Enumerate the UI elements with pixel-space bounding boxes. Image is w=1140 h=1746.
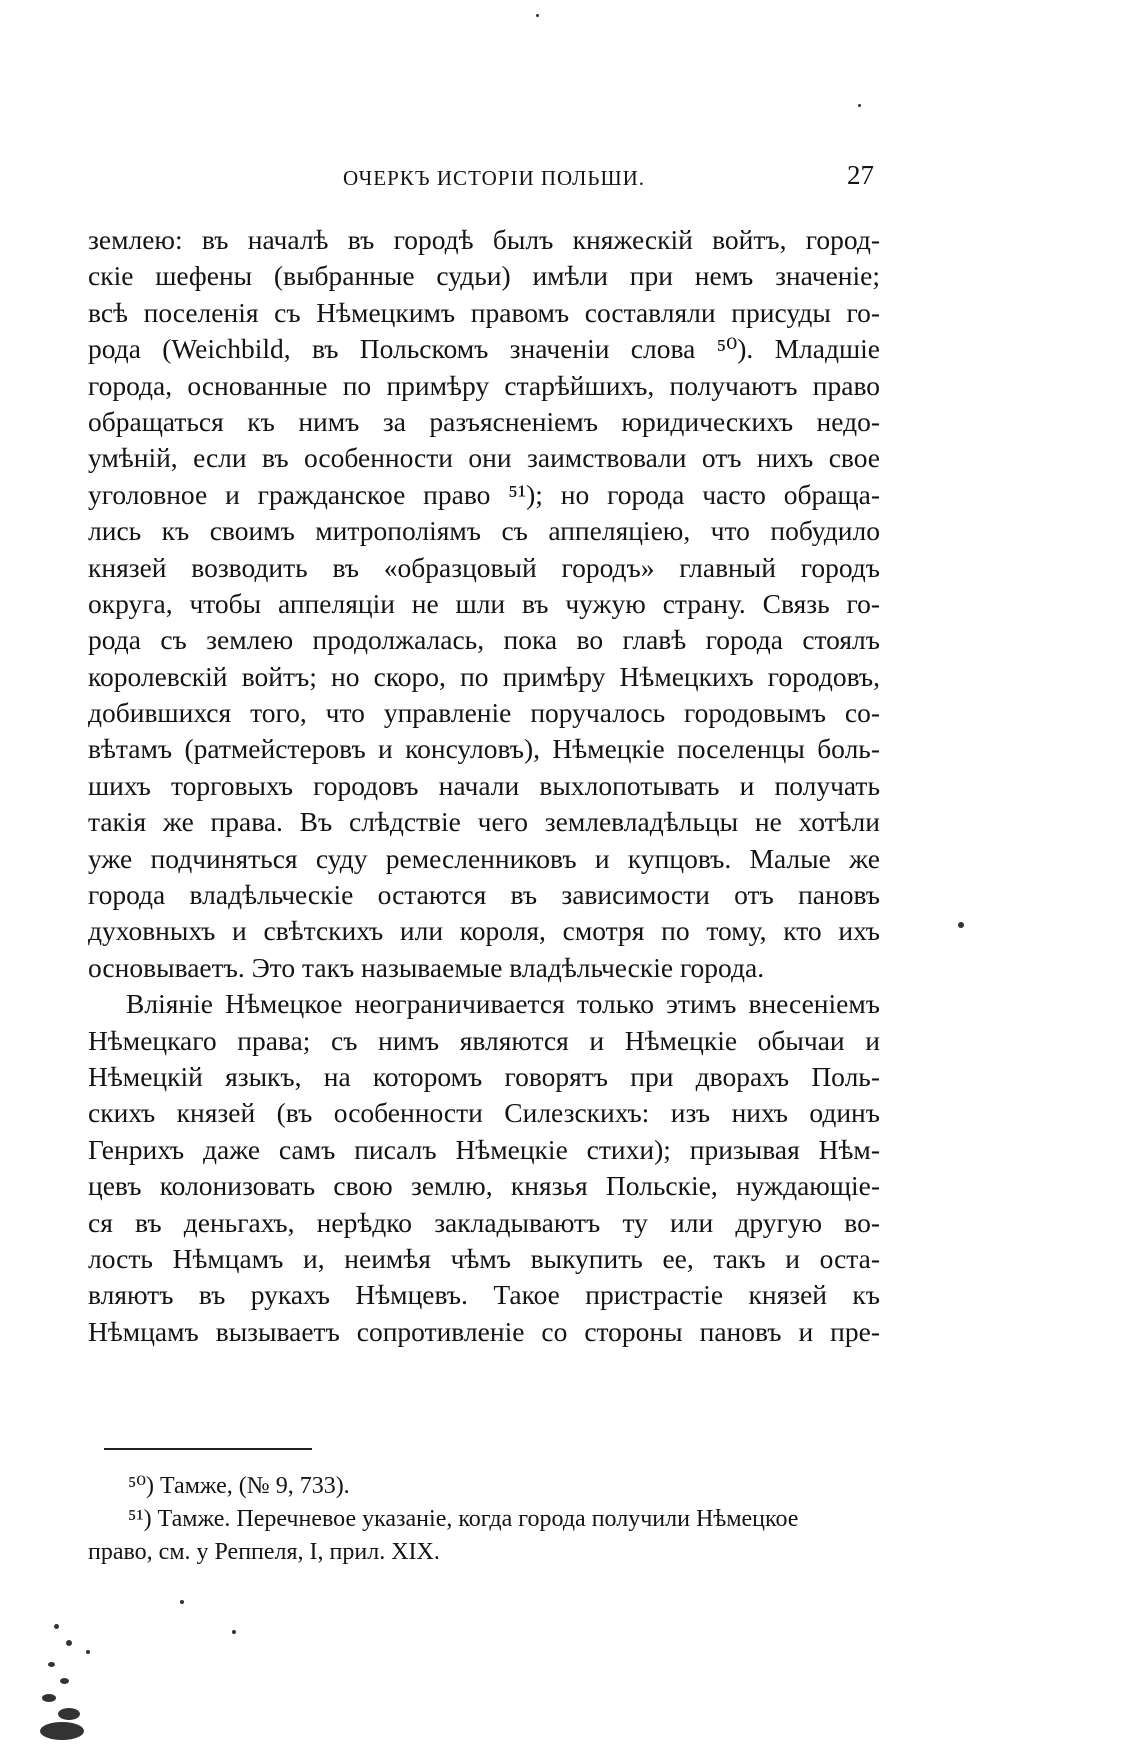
- body-line: скихъ князей (въ особенности Силезскихъ: изъ нихъ одинъ: [88, 1097, 880, 1129]
- body-line: такія же права. Въ слѣдствіе чего землевладѣльцы не хотѣли: [88, 806, 880, 838]
- body-line: всѣ поселенія съ Нѣмецкимъ правомъ составляли присуды го-: [88, 296, 880, 328]
- body-line: вѣтамъ (ратмейстеровъ и консуловъ), Нѣмецкіе поселенцы боль-: [88, 733, 880, 765]
- body-line: ся въ деньгахъ, нерѣдко закладываютъ ту или другую во-: [88, 1206, 880, 1238]
- body-line: добившихся того, что управленіе поручалось городовымъ со-: [88, 697, 880, 729]
- body-line: уголовное и гражданское право ⁵¹); но города часто обраща-: [88, 478, 880, 510]
- scan-speck: [180, 1600, 184, 1604]
- body-line: королевскій войтъ; но скоро, по примѣру Нѣмецкихъ городовъ,: [88, 660, 880, 692]
- body-line: округа, чтобы аппеляціи не шли въ чужую страну. Связь го-: [88, 587, 880, 619]
- scan-speck: [42, 1694, 56, 1702]
- paragraph-start-line: Вліяніе Нѣмецкое неограничивается только этимъ внесеніемъ: [126, 988, 880, 1020]
- body-line: скіе шефены (выбранные судьи) имѣли при немъ значеніе;: [88, 260, 880, 292]
- body-line: рода (Weichbild, въ Польскомъ значеніи слова ⁵⁰). Младшіе: [88, 333, 880, 365]
- scan-speck: [858, 104, 861, 107]
- body-line: обращаться къ нимъ за разъясненіемъ юридическихъ недо-: [88, 405, 880, 437]
- scan-speck: [60, 1678, 69, 1684]
- body-line: лись къ своимъ митрополіямъ съ аппеляціею, что побудило: [88, 515, 880, 547]
- scan-speck: [54, 1624, 59, 1629]
- body-line: князей возводить въ «образцовый городъ» главный городъ: [88, 551, 880, 583]
- scan-speck: [536, 14, 539, 17]
- scan-speck: [66, 1640, 72, 1646]
- scan-speck: [40, 1722, 84, 1740]
- body-line: Генрихъ даже самъ писалъ Нѣмецкіе стихи); призывая Нѣм-: [88, 1133, 880, 1165]
- body-line: землею: въ началѣ въ городѣ былъ княжескій войтъ, город-: [88, 224, 880, 255]
- page-header: [88, 156, 880, 200]
- footnote-50: ⁵⁰) Тамже, (№ 9, 733).: [128, 1473, 350, 1499]
- scan-speck: [86, 1650, 90, 1654]
- body-text: [88, 222, 880, 1350]
- body-line: духовныхъ и свѣтскихъ или короля, смотря по тому, кто ихъ: [88, 915, 880, 947]
- body-line: Нѣмецкій языкъ, на которомъ говорятъ при дворахъ Поль-: [88, 1060, 880, 1092]
- scan-speck: [48, 1662, 55, 1667]
- footnote-51: ⁵¹) Тамже. Перечневое указаніе, когда города получили Нѣмецкое: [128, 1506, 799, 1532]
- scan-speck: [58, 1708, 80, 1720]
- body-line: Нѣмцамъ вызываетъ сопротивленіе со стороны пановъ и пре-: [88, 1315, 880, 1347]
- body-line: шихъ торговыхъ городовъ начали выхлопотывать и получать: [88, 769, 880, 801]
- body-line: Нѣмецкаго права; съ нимъ являются и Нѣмецкіе обычаи и: [88, 1024, 880, 1056]
- footnote-divider: [104, 1448, 312, 1450]
- body-line: основываетъ. Это такъ называемые владѣльческіе города.: [88, 951, 765, 983]
- body-line: города владѣльческіе остаются въ зависимости отъ пановъ: [88, 879, 880, 911]
- scan-speck: [232, 1630, 236, 1634]
- footnotes: [88, 1470, 880, 1569]
- body-line: лость Нѣмцамъ и, неимѣя чѣмъ выкупить ее, такъ и оста-: [88, 1242, 880, 1274]
- page-number: 27: [847, 160, 874, 190]
- body-line: цевъ колонизовать свою землю, князья Польскіе, нуждающіе-: [88, 1170, 880, 1202]
- body-line: города, основанные по примѣру старѣйшихъ, получаютъ право: [88, 369, 880, 401]
- footnote-51-continuation: право, см. у Реппеля, I, прил. XIX.: [88, 1539, 440, 1565]
- scan-speck: [958, 922, 964, 928]
- running-title: ОЧЕРКЪ ИСТОРІИ ПОЛЬШИ.: [343, 166, 646, 190]
- body-line: вляютъ въ рукахъ Нѣмцевъ. Такое пристрастіе князей къ: [88, 1279, 880, 1311]
- body-line: уже подчиняться суду ремесленниковъ и купцовъ. Малые же: [88, 842, 880, 874]
- body-line: умѣній, если въ особенности они заимствовали отъ нихъ свое: [88, 442, 880, 474]
- body-line: рода съ землею продолжалась, пока во главѣ города стоялъ: [88, 624, 880, 656]
